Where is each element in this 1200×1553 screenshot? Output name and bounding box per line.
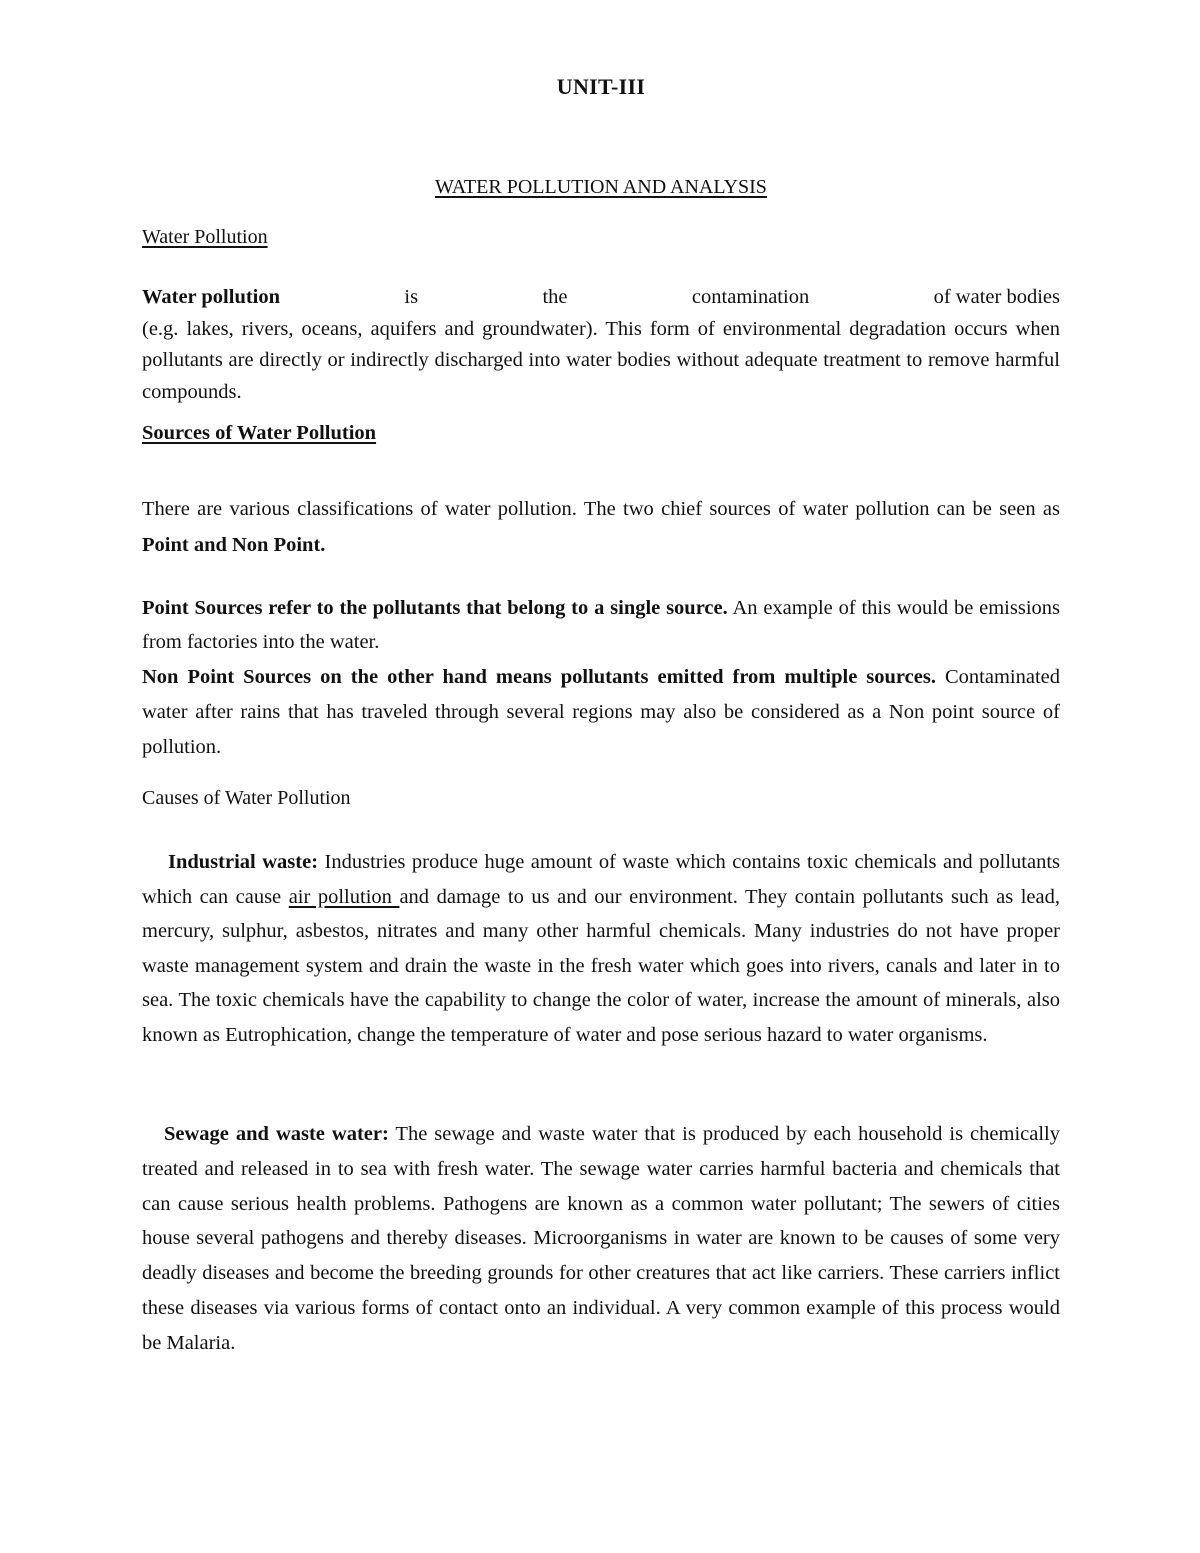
unit-title: UNIT-III: [556, 74, 646, 99]
definition-word: of water bodies: [933, 286, 1060, 308]
point-sources-paragraph: [142, 591, 1060, 659]
nonpoint-sources-text: Contaminated water after rains that has traveled through several regions may also be considered as a Non point source of pollution.: [142, 666, 1060, 758]
sources-intro-text: There are various classifications of water pollution. The two chief sources of water pollution can be seen as: [142, 498, 1060, 520]
nonpoint-sources-paragraph: [142, 660, 1060, 765]
definition-first-line: [142, 282, 1060, 314]
sewage-text: The sewage and waste water that is produced by each household is chemically treated and released in to sea with fresh water. The sewage water carries harmful bacteria and chemicals that can cause serious health problems. Pathogens are known as a common water pollutant; The sewers of cities house several pathogens and thereby diseases. Microorganisms in water are known to be causes of some very deadly diseases and become the breeding grounds for other creatures that act like carriers. These carriers inflict these diseases via various forms of contact onto an individual. A very common example of this process would be Malaria.: [142, 1123, 1060, 1354]
sources-intro-paragraph: [142, 491, 1060, 563]
industrial-waste-text-cont: and damage to us and our environment. They contain pollutants such as lead, mercury, sulphur, asbestos, nitrates and many other harmful chemicals. Many industries do not have proper waste management system and drain the waste in the fresh water which goes into rivers, canals and later in to sea. The toxic chemicals have the capability to change the color of water, increase the amount of minerals, also known as Eutrophication, change the temperature of water and pose serious hazard to water organisms.: [142, 885, 1061, 1046]
sewage-paragraph: [142, 1117, 1060, 1361]
sources-heading: Sources of Water Pollution: [142, 422, 377, 444]
industrial-waste-paragraph: [142, 845, 1060, 1053]
industrial-waste-label: Industrial waste:: [168, 851, 319, 873]
sources-intro-bold: Point and Non Point.: [142, 534, 326, 556]
water-pollution-definition: [142, 282, 1060, 408]
nonpoint-sources-bold: Non Point Sources on the other hand means pollutants emitted from multiple sources.: [142, 666, 936, 688]
air-pollution-link[interactable]: air pollution: [288, 885, 400, 908]
water-pollution-heading: Water Pollution: [142, 226, 268, 248]
point-sources-text: An example of this would be emissions from factories into the water.: [142, 597, 1060, 653]
definition-word: is: [404, 286, 419, 308]
chapter-title: WATER POLLUTION AND ANALYSIS: [435, 176, 767, 198]
point-sources-bold: Point Sources refer to the pollutants that belong to a single source.: [142, 597, 728, 619]
industrial-waste-text: Industries produce huge amount of waste which contains toxic chemicals and pollutants which can cause: [142, 851, 1060, 908]
definition-word: contamination: [691, 286, 810, 308]
definition-word: the: [542, 286, 568, 308]
causes-heading: Causes of Water Pollution: [142, 787, 351, 809]
sewage-label: Sewage and waste water:: [164, 1123, 389, 1145]
definition-text: (e.g. lakes, rivers, oceans, aquifers and groundwater). This form of environmental degradation occurs when pollutants are directly or indirectly discharged into water bodies without adequate treatment to remove harmful compounds.: [142, 317, 1060, 403]
definition-term: Water pollution: [142, 286, 281, 308]
